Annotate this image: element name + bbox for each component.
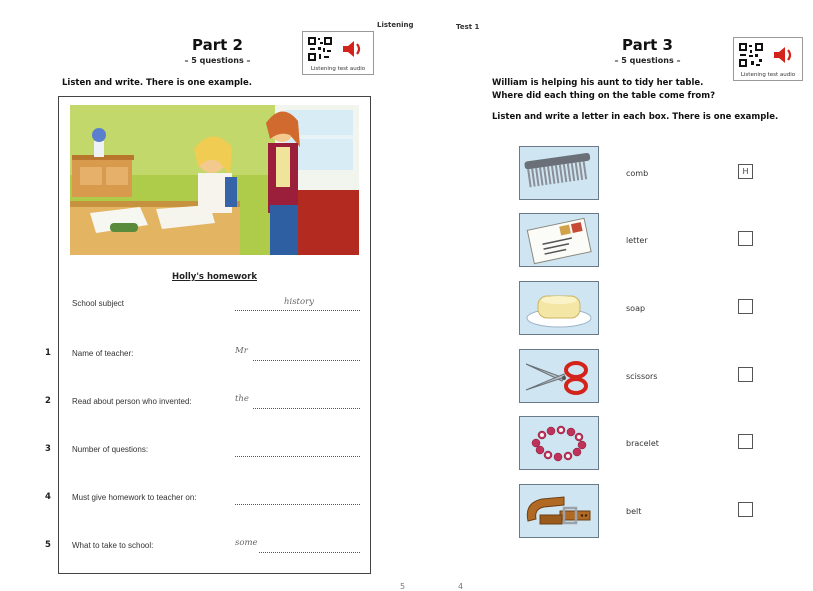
homework-panel [45, 96, 371, 574]
answer-field-2[interactable] [253, 396, 360, 409]
section-label: Listening [377, 21, 414, 29]
answer-field-3[interactable] [235, 444, 360, 457]
item-label: soap [626, 304, 646, 313]
answer-box[interactable]: H [738, 164, 753, 179]
scissors-picture [519, 349, 599, 403]
item-label: comb [626, 169, 649, 178]
answer-prefix: the [235, 394, 249, 404]
question-label: Must give homework to teacher on: [72, 493, 197, 502]
part3-audio-qr[interactable] [733, 37, 803, 81]
item-label: letter [626, 236, 648, 245]
audio-caption: Listening test audio [310, 66, 366, 72]
belt-picture [519, 484, 599, 538]
example-answer: history [284, 297, 314, 307]
question-number: 1 [45, 348, 51, 358]
answer-box[interactable] [738, 231, 753, 246]
question-number: 2 [45, 396, 51, 406]
question-label: What to take to school: [72, 541, 154, 550]
answer-prefix: Mr [235, 346, 248, 356]
question-label: Number of questions: [72, 445, 149, 454]
classroom-illustration [70, 105, 359, 255]
speaker-icon [341, 37, 365, 61]
answer-box[interactable] [738, 367, 753, 382]
letter-picture [519, 213, 599, 267]
part3-intro-line1: William is helping his aunt to tidy her table. [492, 78, 704, 88]
example-label: School subject [72, 299, 125, 308]
part2-audio-qr[interactable] [302, 31, 374, 75]
speaker-icon [772, 43, 796, 67]
answer-box[interactable] [738, 434, 753, 449]
comb-picture [519, 146, 599, 200]
answer-field-4[interactable] [235, 492, 360, 505]
qr-code-icon [307, 36, 333, 62]
qr-code-icon [738, 42, 764, 68]
answer-field-1[interactable] [253, 348, 360, 361]
part3-title: Part 3 [622, 36, 673, 54]
audio-caption: Listening test audio [740, 72, 796, 78]
answer-prefix: some [235, 538, 258, 548]
item-label: bracelet [626, 439, 659, 448]
homework-title: Holly's homework [172, 272, 257, 282]
part3-intro-line2: Where did each thing on the table come from? [492, 91, 716, 101]
bracelet-picture [519, 416, 599, 470]
answer-box[interactable] [738, 299, 753, 314]
answer-box[interactable] [738, 502, 753, 517]
part3-instruction: Listen and write a letter in each box. There is one example. [492, 112, 779, 122]
answer-field-5[interactable] [259, 540, 360, 553]
question-number: 5 [45, 540, 51, 550]
page-number-right: 4 [458, 582, 464, 591]
question-number: 4 [45, 492, 51, 502]
part2-instruction: Listen and write. There is one example. [62, 78, 252, 88]
page-number-left: 5 [400, 582, 406, 591]
part2-subtitle: – 5 questions – [184, 56, 251, 65]
question-label: Name of teacher: [72, 349, 134, 358]
soap-picture [519, 281, 599, 335]
part2-title: Part 2 [192, 36, 243, 54]
test-label: Test 1 [456, 23, 480, 31]
part3-subtitle: – 5 questions – [614, 56, 681, 65]
item-label: scissors [626, 372, 658, 381]
question-label: Read about person who invented: [72, 397, 192, 406]
question-number: 3 [45, 444, 51, 454]
item-label: belt [626, 507, 642, 516]
